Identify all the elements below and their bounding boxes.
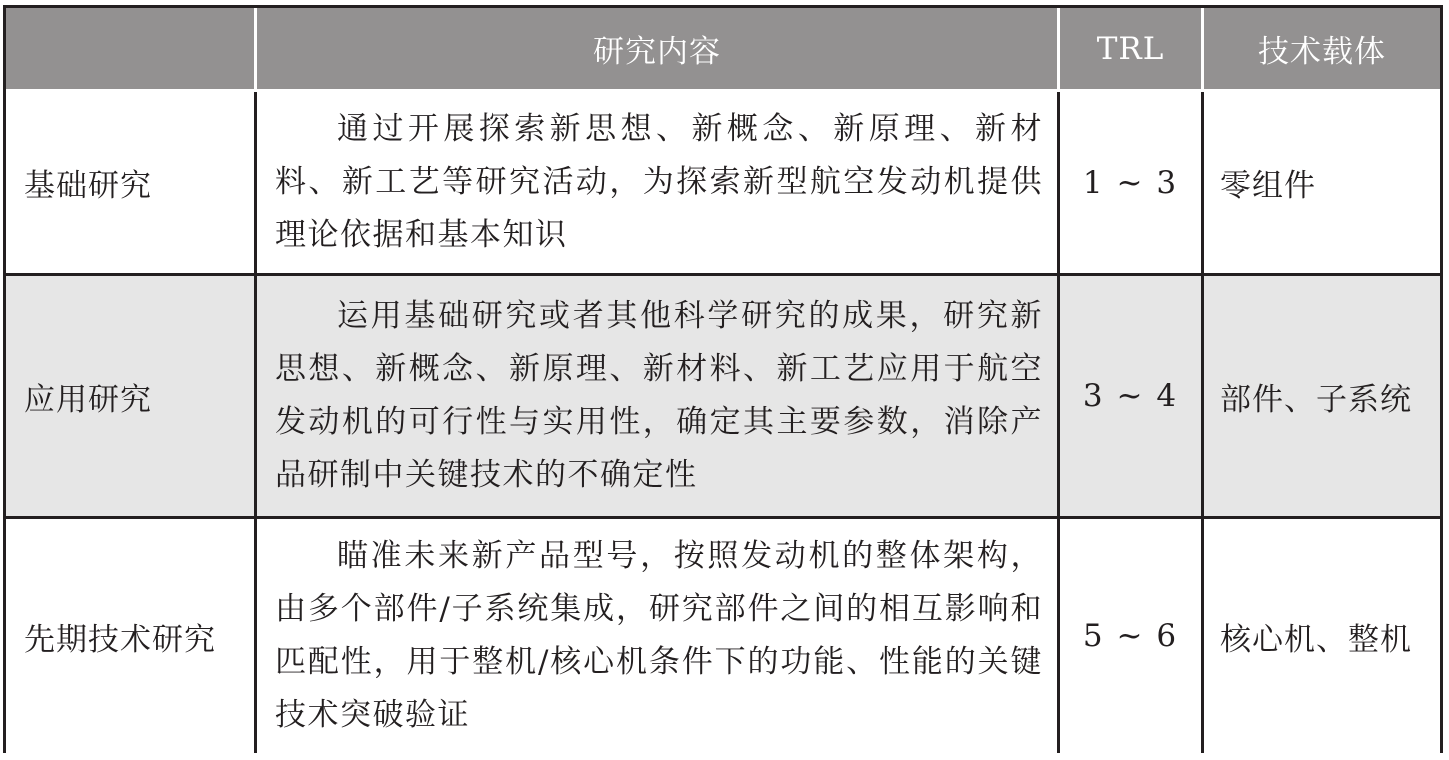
header-content-cell — [254, 8, 1057, 89]
trl-range: 5 ~ 6 — [1082, 618, 1179, 654]
research-content-text: 运用基础研究或者其他科学研究的成果，研究新思想、新概念、新原理、新材料、新工艺应用于航空发动机的可行性与实用性，确定其主要参数，消除产品研制中关键技术的不确定性 — [275, 298, 1043, 493]
trl-cell — [1057, 92, 1201, 273]
research-content-text: 瞄准未来新产品型号，按照发动机的整体架构，由多个部件/子系统集成，研究部件之间的相互影响和匹配性，用于整机/核心机条件下的功能、性能的关键技术突破验证 — [275, 538, 1043, 733]
technology-carrier: 核心机、整机 — [1220, 621, 1412, 658]
header-content-label: 研究内容 — [593, 34, 721, 70]
carrier-cell — [1201, 92, 1440, 273]
table-row — [6, 273, 1440, 516]
header-trl-label: TRL — [1096, 30, 1165, 67]
table-row — [6, 89, 1440, 273]
trl-range: 3 ~ 4 — [1082, 378, 1179, 414]
carrier-cell — [1201, 276, 1440, 516]
content-cell — [254, 519, 1057, 753]
trl-range: 1 ~ 3 — [1082, 164, 1179, 201]
technology-carrier: 部件、子系统 — [1220, 381, 1412, 418]
header-carrier-cell — [1201, 8, 1440, 89]
stage-name: 基础研究 — [24, 168, 152, 204]
stage-name: 应用研究 — [24, 381, 152, 418]
stage-cell — [6, 92, 254, 273]
technology-carrier: 零组件 — [1220, 168, 1316, 204]
research-stage-table — [3, 5, 1443, 753]
table-row — [6, 516, 1440, 753]
trl-cell — [1057, 276, 1201, 516]
stage-cell — [6, 276, 254, 516]
trl-cell — [1057, 519, 1201, 753]
header-carrier-label: 技术载体 — [1258, 34, 1386, 70]
header-trl-cell — [1057, 8, 1201, 89]
header-stage-cell — [6, 8, 254, 89]
carrier-cell — [1201, 519, 1440, 753]
research-content-text: 通过开展探索新思想、新概念、新原理、新材料、新工艺等研究活动，为探索新型航空发动机提供理论依据和基本知识 — [275, 111, 1043, 253]
content-cell — [254, 276, 1057, 516]
stage-name: 先期技术研究 — [24, 621, 216, 658]
table-header-row — [6, 8, 1440, 89]
content-cell — [254, 92, 1057, 273]
stage-cell — [6, 519, 254, 753]
